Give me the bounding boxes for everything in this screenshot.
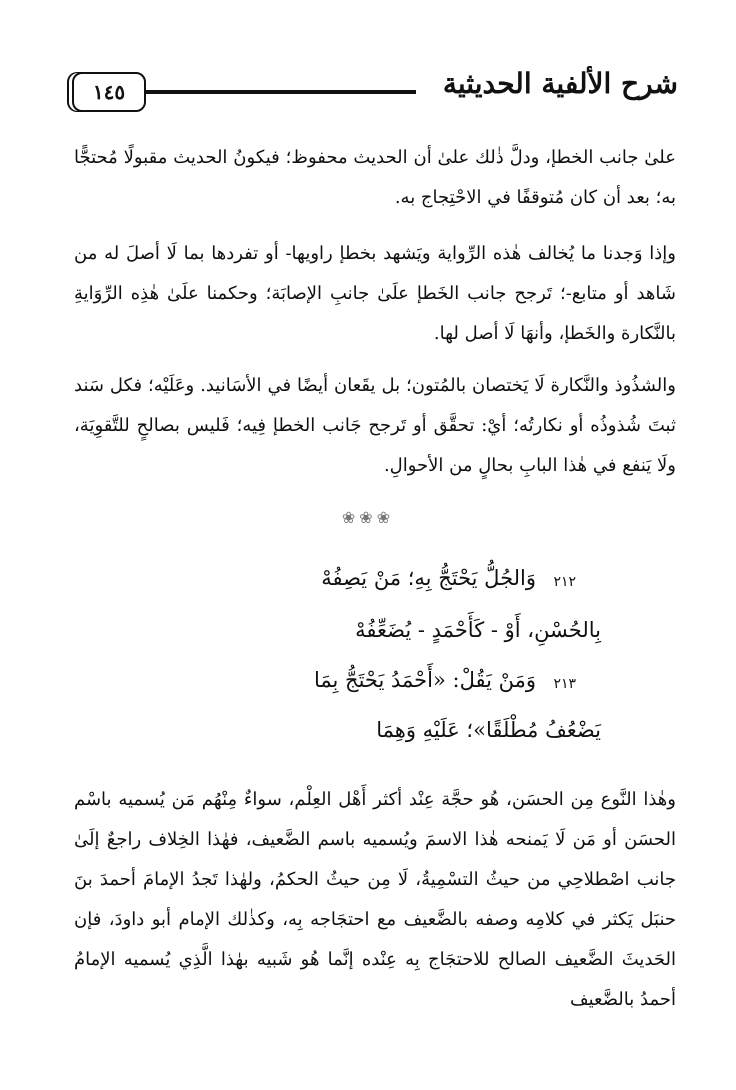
paragraph-3: والشذُوذ والنَّكارة لَا يَختصان بالمُتون؛ بل يقَعان أيضًا في الأسَانيد. وعَلَيْه؛ فكل سَند ثبتَ شُذوذُه أو نكارتُه؛ أيْ: تحقَّق أو تَرجح جَانب الخطإ فِيه؛ فَليس بصالحٍ للتَّقوِيَة، ولَا يَنفع في هٰذا البابِ بحالٍ من الأحوالِ. — [74, 375, 676, 476]
paragraph-2: وإذا وَجدنا ما يُخالف هٰذه الرِّواية ويَشهد بخطإ راويها- أو تفردها بما لَا أصلَ له من شَاهد أو متابع-؛ تَرجح جانب الخَطإ علَىٰ جانبِ الإصابَة؛ وحكمنا علَىٰ هٰذِه الرِّوَايةِ بالنَّكارة والخَطإ، وأنهَا لَا أصل لها. — [74, 243, 676, 344]
verse-first-hemistich: وَمَنْ يَقُلْ: «أَحْمَدُ يَحْتَجُّ بِمَا — [313, 668, 536, 692]
page-header — [66, 64, 678, 116]
paragraph-1: علىٰ جانب الخطإ، ودلَّ ذٰلك علىٰ أن الحديث محفوظ؛ فيكونُ الحديث مقبولًا مُحتجًّا به؛ بعد أن كان مُتوقفًا في الاحْتِجاج به. — [74, 147, 676, 208]
paragraph-4: وهٰذا النَّوع مِن الحسَن، هُو حجَّة عِنْد أكثر أَهْل العِلْم، سواءٌ مِنْهُم مَن يُسميه باسْم الحسَن أو مَن لَا يَمنحه هٰذا الاسمَ ويُسميه باسم الضَّعيف، فهٰذا الخِلاف راجعٌ إلَىٰ جانب اصْطلاحِي من حيثُ التسْمِيةُ، لَا مِن حيثُ الحكمُ، ولهٰذا تَجدُ الإمامَ أحمدَ بنَ حنبَل يَكثر في كلامِه وصفه بالضَّعيف مع احتجَاجه بِه، وكذٰلك الإمام أبو داودَ، فإن الحَديثَ الضَّعيف الصالح للاحتجَاج بِه عِنْده إنَّما هُو شَبيه بهٰذا الَّذِي يُسميه الإمامُ أحمدُ بالضَّعيف — [74, 789, 676, 1010]
header-rule — [140, 90, 416, 94]
verse-number: ٢١٣ — [553, 676, 576, 692]
verse-number: ٢١٢ — [553, 574, 576, 590]
book-title: شرح الألفية الحديثية — [442, 67, 678, 100]
section-separator: ❀❀❀ — [341, 508, 395, 527]
page-number: ١٤٥ — [72, 72, 146, 112]
verse-first-hemistich: وَالجُلُّ يَحْتَجُّ بِهِ؛ مَنْ يَصِفُهْ — [321, 566, 536, 590]
verse-second-hemistich: يَضْعُفُ مُطْلَقًا»؛ عَلَيْهِ وَهِمَا — [376, 718, 601, 742]
verse-second-hemistich: بِالحُسْنِ، أَوْ - كَأَحْمَدٍ - يُضَعِّفُهْ — [355, 618, 601, 642]
